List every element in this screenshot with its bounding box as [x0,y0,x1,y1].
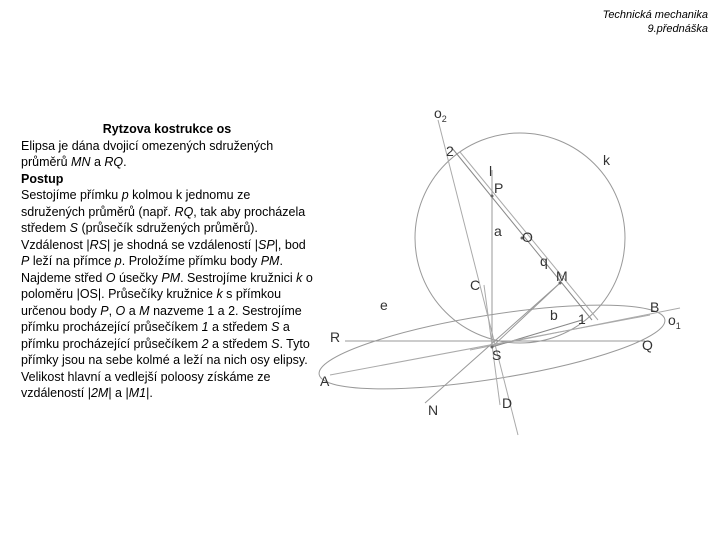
label-D: D [502,395,513,411]
procedure-paragraph-2: Najdeme střed O úsečky PM. Sestrojíme kružnici k o poloměru |OS|. Průsečíky kružnice k s přímkou určenou body P, O a M nazveme 1 a 2. Sestrojíme přímku procházející průsečíkem 1 a středem S a přímku procházející průsečíkem 2 a středem S. Tyto přímky jsou na sebe kolmé a leží na nich osy elipsy. Velikost hlavní a vedlejší poloosy získáme ze vzdáleností |2M| a |M1|. [21,270,313,400]
label-o2: $o_2$ [434,105,447,124]
label-N: N [428,402,439,418]
label-l: l [489,163,493,179]
label-c: C [470,277,481,293]
intro-paragraph: Elipsa je dána dvojicí omezených sdružených průměrů MN a RQ. [21,138,274,169]
rytz-construction-diagram [310,95,710,445]
label-q: q [540,253,548,269]
label-B: B [650,299,660,315]
label-o1: $o_1$ [668,312,681,331]
procedure-paragraph-1: Sestojíme přímku p kolmou k jednomu ze sdružených průměrů (např. RQ, tak aby procházela středem S (průsečík sdružených průměrů). Vzdálenost |RS| je shodná se vzdáleností |SP|, bod P leží na přímce p. Proložíme přímku body PM. [21,188,306,268]
segment-s1 [492,320,582,347]
label-e: e [380,297,388,313]
header [603,8,708,36]
label-1: 1 [578,311,586,327]
label-a: a [494,223,502,239]
label-A: A [320,373,330,389]
label-m: M [556,268,568,284]
circle-k [415,133,625,343]
label-b: b [550,307,558,323]
lecture-number: 9.přednáška [647,23,708,35]
course-title: Technická mechanika [602,9,708,21]
label-S: S [492,347,502,363]
label-p: P [494,180,504,196]
label-R: R [330,329,341,345]
section-title: Rytzova kostrukce os [102,122,232,136]
label-k: k [603,152,610,168]
procedure-label: Postup [21,171,64,186]
text-block [21,121,313,402]
label-o: O [522,229,533,245]
label-Q: Q [642,337,653,353]
label-2: 2 [446,143,454,159]
